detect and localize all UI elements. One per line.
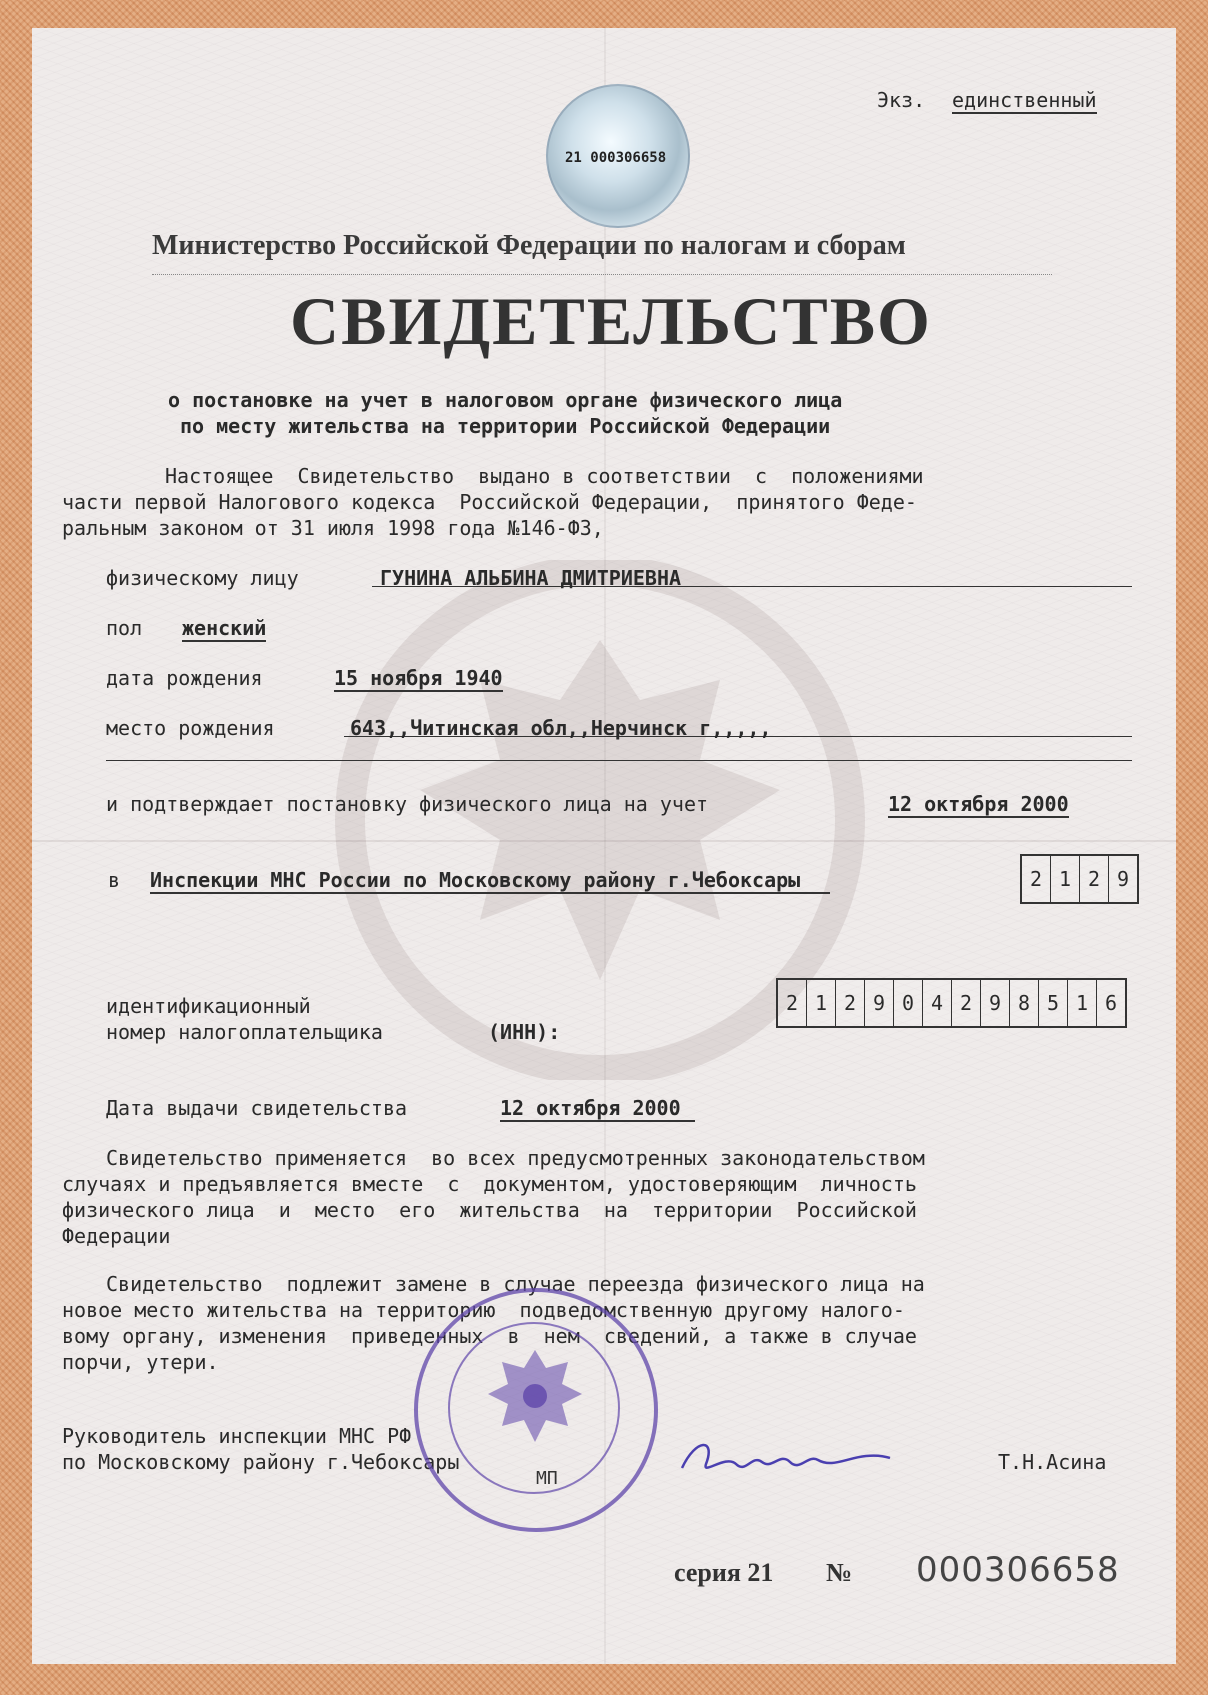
ministry-name: Министерство Российской Федерации по налогам и сборам [152, 230, 906, 261]
subtitle-line-2: по месту жительства на территории Российской Федерации [180, 414, 831, 438]
replace-line-1: Свидетельство подлежит замене в случае переезда физического лица на [106, 1272, 925, 1296]
inn-digit: 6 [1104, 991, 1118, 1015]
inn-digit: 0 [894, 980, 923, 1026]
birth-date-value: 15 ноября 1940 [334, 666, 503, 690]
blank-line [106, 760, 1132, 761]
inn-digit: 2 [952, 980, 981, 1026]
usage-line-2: случаях и предъявляется вместе с документом, удостоверяющим личность [62, 1172, 917, 1196]
subtitle-line-1: о постановке на учет в налоговом органе физического лица [168, 388, 843, 412]
intro-line-2: части первой Налогового кодекса Российской Федерации, принятого Феде- [62, 490, 917, 514]
sex-value: женский [182, 616, 267, 640]
divider [152, 274, 1052, 275]
official-stamp [414, 1288, 658, 1532]
code-digit: 2 [1080, 856, 1109, 902]
inn-label-line-2: номер налогоплательщика [106, 1020, 383, 1044]
series-label: серия 21 [674, 1558, 774, 1587]
person-name: ГУНИНА АЛЬБИНА ДМИТРИЕВНА [380, 566, 682, 590]
usage-line-4: Федерации [62, 1224, 171, 1248]
usage-line-1: Свидетельство применяется во всех предусмотренных законодательством [106, 1146, 925, 1170]
replace-line-2: новое место жительства на территорию подведомственную другому налого- [62, 1298, 905, 1322]
inn-digit: 2 [836, 980, 865, 1026]
head-title-line-1: Руководитель инспекции МНС РФ [62, 1424, 412, 1448]
intro-line-3: ральным законом от 31 июля 1998 года №146-ФЗ, [62, 516, 604, 540]
replace-line-3: вому органу, изменения приведенных в нем сведений, а также в случае [62, 1324, 917, 1348]
inspection-prefix: в [108, 868, 121, 892]
inn-digit: 1 [807, 980, 836, 1026]
inspection-code-box [1020, 854, 1139, 904]
issue-date-label: Дата выдачи свидетельства [106, 1096, 408, 1120]
birth-date-label: дата рождения [106, 666, 263, 690]
birth-place-label: место рождения [106, 716, 275, 740]
person-label: физическому лицу [106, 566, 299, 590]
registration-label: и подтверждает постановку физического лица на учет [106, 792, 709, 816]
issue-date-value: 12 октября 2000 [500, 1096, 695, 1122]
head-title-line-2: по Московскому району г.Чебоксары [62, 1450, 460, 1474]
number-sign: № [826, 1558, 853, 1587]
copy-value: единственный [952, 88, 1097, 112]
document-title: СВИДЕТЕЛЬСТВО [290, 283, 932, 359]
replace-line-4: порчи, утери. [62, 1350, 219, 1374]
hologram-number: 21 000306658 [565, 150, 667, 166]
code-digit: 2 [1022, 856, 1051, 902]
copy-label: Экз. [877, 88, 926, 112]
inn-label-line-1: идентификационный [106, 994, 311, 1018]
birth-place-value: 643,,Читинская обл,,Нерчинск г,,,,, [350, 716, 772, 740]
stamp-place-mark: МП [536, 1468, 558, 1489]
inn-digit: 2 [778, 980, 807, 1026]
inn-digit: 9 [865, 980, 894, 1026]
inn-digit: 1 [1068, 980, 1097, 1026]
inn-box [776, 978, 1127, 1028]
handwritten-signature [676, 1428, 896, 1488]
inspection-name: Инспекции МНС России по Московскому району г.Чебоксары [150, 868, 830, 894]
code-digit: 1 [1051, 856, 1080, 902]
intro-line-1: Настоящее Свидетельство выдано в соответствии с положениями [165, 464, 924, 488]
inn-digit: 9 [981, 980, 1010, 1026]
double-headed-eagle-icon [480, 1342, 590, 1452]
inn-abbreviation: (ИНН): [488, 1020, 561, 1044]
code-digit: 9 [1116, 867, 1130, 891]
inn-digit: 5 [1039, 980, 1068, 1026]
sex-label: пол [106, 616, 143, 640]
inn-digit: 4 [923, 980, 952, 1026]
series-number: 000306658 [916, 1550, 1120, 1590]
registration-date: 12 октября 2000 [888, 792, 1069, 816]
inn-digit: 8 [1010, 980, 1039, 1026]
signatory-name: Т.Н.Асина [998, 1450, 1107, 1474]
usage-line-3: физического лица и место его жительства на территории Российской [62, 1198, 917, 1222]
